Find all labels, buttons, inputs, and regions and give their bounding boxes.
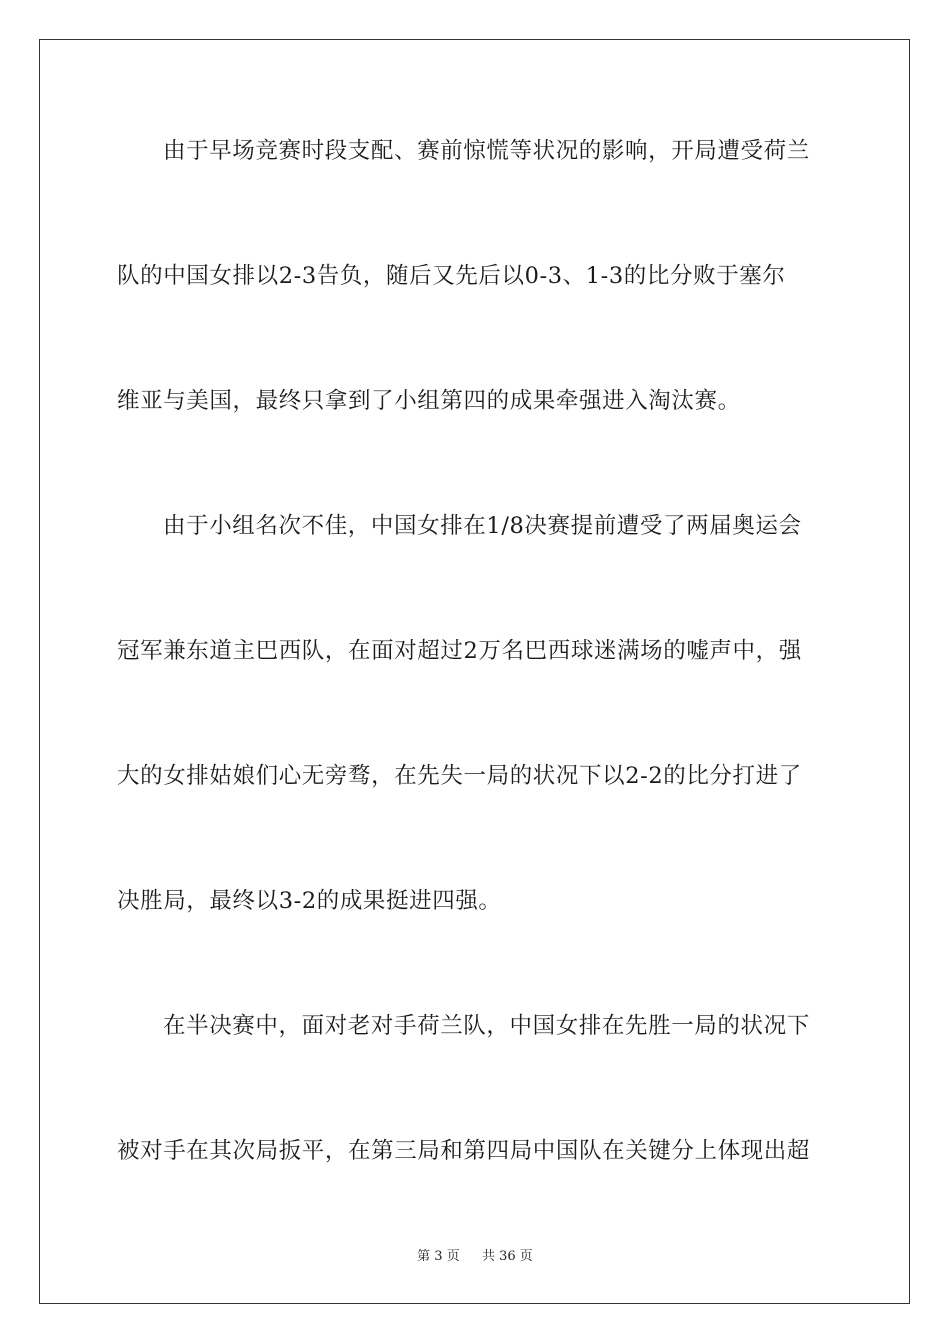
page-footer [0,1248,950,1266]
paragraph-2-line-1: 由于小组名次不佳，中国女排在1/8决赛提前遭受了两届奥运会 [163,513,802,539]
paragraph-3-line-2: 被对手在其次局扳平，在第三局和第四局中国队在关键分上体现出超 [117,1138,811,1164]
paragraph-2-line-3: 大的女排姑娘们心无旁骛，在先失一局的状况下以2-2的比分打进了 [117,763,802,789]
paragraph-3-line-1: 在半决赛中，面对老对手荷兰队，中国女排在先胜一局的状况下 [163,1013,810,1039]
paragraph-1-line-3: 维亚与美国，最终只拿到了小组第四的成果牵强进入淘汰赛。 [117,388,741,414]
paragraph-1-line-2: 队的中国女排以2-3告负，随后又先后以0-3、1-3的比分败于塞尔 [117,263,786,289]
paragraph-2-line-2: 冠军兼东道主巴西队，在面对超过2万名巴西球迷满场的嘘声中，强 [117,638,802,664]
page-number: 第 3 页 [417,1249,460,1264]
page-border [39,39,910,1304]
total-pages: 共 36 页 [482,1249,533,1264]
paragraph-1-line-1: 由于早场竞赛时段支配、赛前惊慌等状况的影响，开局遭受荷兰 [163,138,810,164]
paragraph-2-line-4: 决胜局，最终以3-2的成果挺进四强。 [117,888,502,914]
